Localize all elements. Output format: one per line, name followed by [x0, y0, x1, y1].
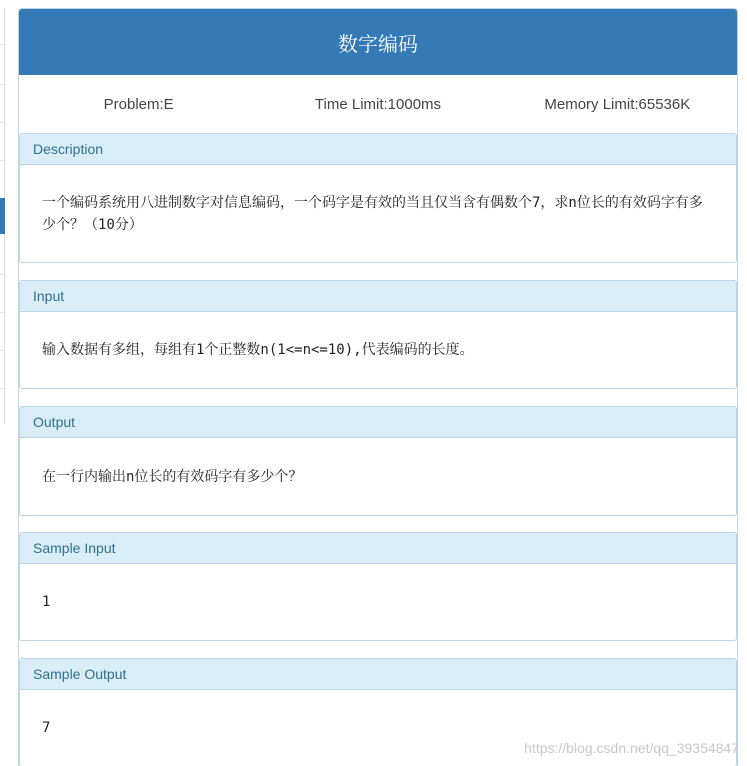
description-text: 一个编码系统用八进制数字对信息编码，一个码字是有效的当且仅当含有偶数个7，求n位长的有效码字有多少个？（10分） — [42, 194, 703, 233]
input-section — [19, 280, 737, 389]
sidebar-divider — [0, 350, 5, 351]
input-heading: Input — [20, 281, 736, 312]
sample-input-section — [19, 532, 737, 641]
problem-panel — [18, 8, 738, 766]
sidebar-divider — [0, 122, 5, 123]
sidebar-divider — [0, 44, 5, 45]
sidebar-divider — [0, 312, 5, 313]
sidebar-divider — [0, 84, 5, 85]
sidebar-active-item[interactable] — [0, 198, 5, 234]
watermark: https://blog.csdn.net/qq_39354847 — [524, 740, 739, 756]
output-text: 在一行内输出n位长的有效码字有多少个？ — [42, 468, 303, 485]
sidebar-divider — [0, 388, 5, 389]
problem-meta — [19, 75, 737, 133]
time-limit: Time Limit:1000ms — [314, 95, 442, 113]
memory-limit: Memory Limit:65536K — [544, 95, 691, 113]
sample-output-text: 7 — [42, 720, 51, 736]
sample-input-heading: Sample Input — [20, 533, 736, 564]
input-text: 输入数据有多组，每组有1个正整数n(1<=n<=10),代表编码的长度。 — [42, 342, 474, 358]
left-sidebar-edge — [0, 8, 5, 424]
description-heading: Description — [20, 134, 736, 165]
problem-id: Problem:E — [103, 95, 174, 113]
output-section — [19, 406, 737, 516]
sample-input-text: 1 — [42, 594, 51, 610]
output-heading: Output — [20, 407, 736, 438]
sample-output-heading: Sample Output — [20, 659, 736, 690]
sidebar-divider — [0, 274, 5, 275]
description-section — [19, 133, 737, 263]
sidebar-divider — [0, 160, 5, 161]
problem-title: 数字编码 — [19, 9, 737, 75]
